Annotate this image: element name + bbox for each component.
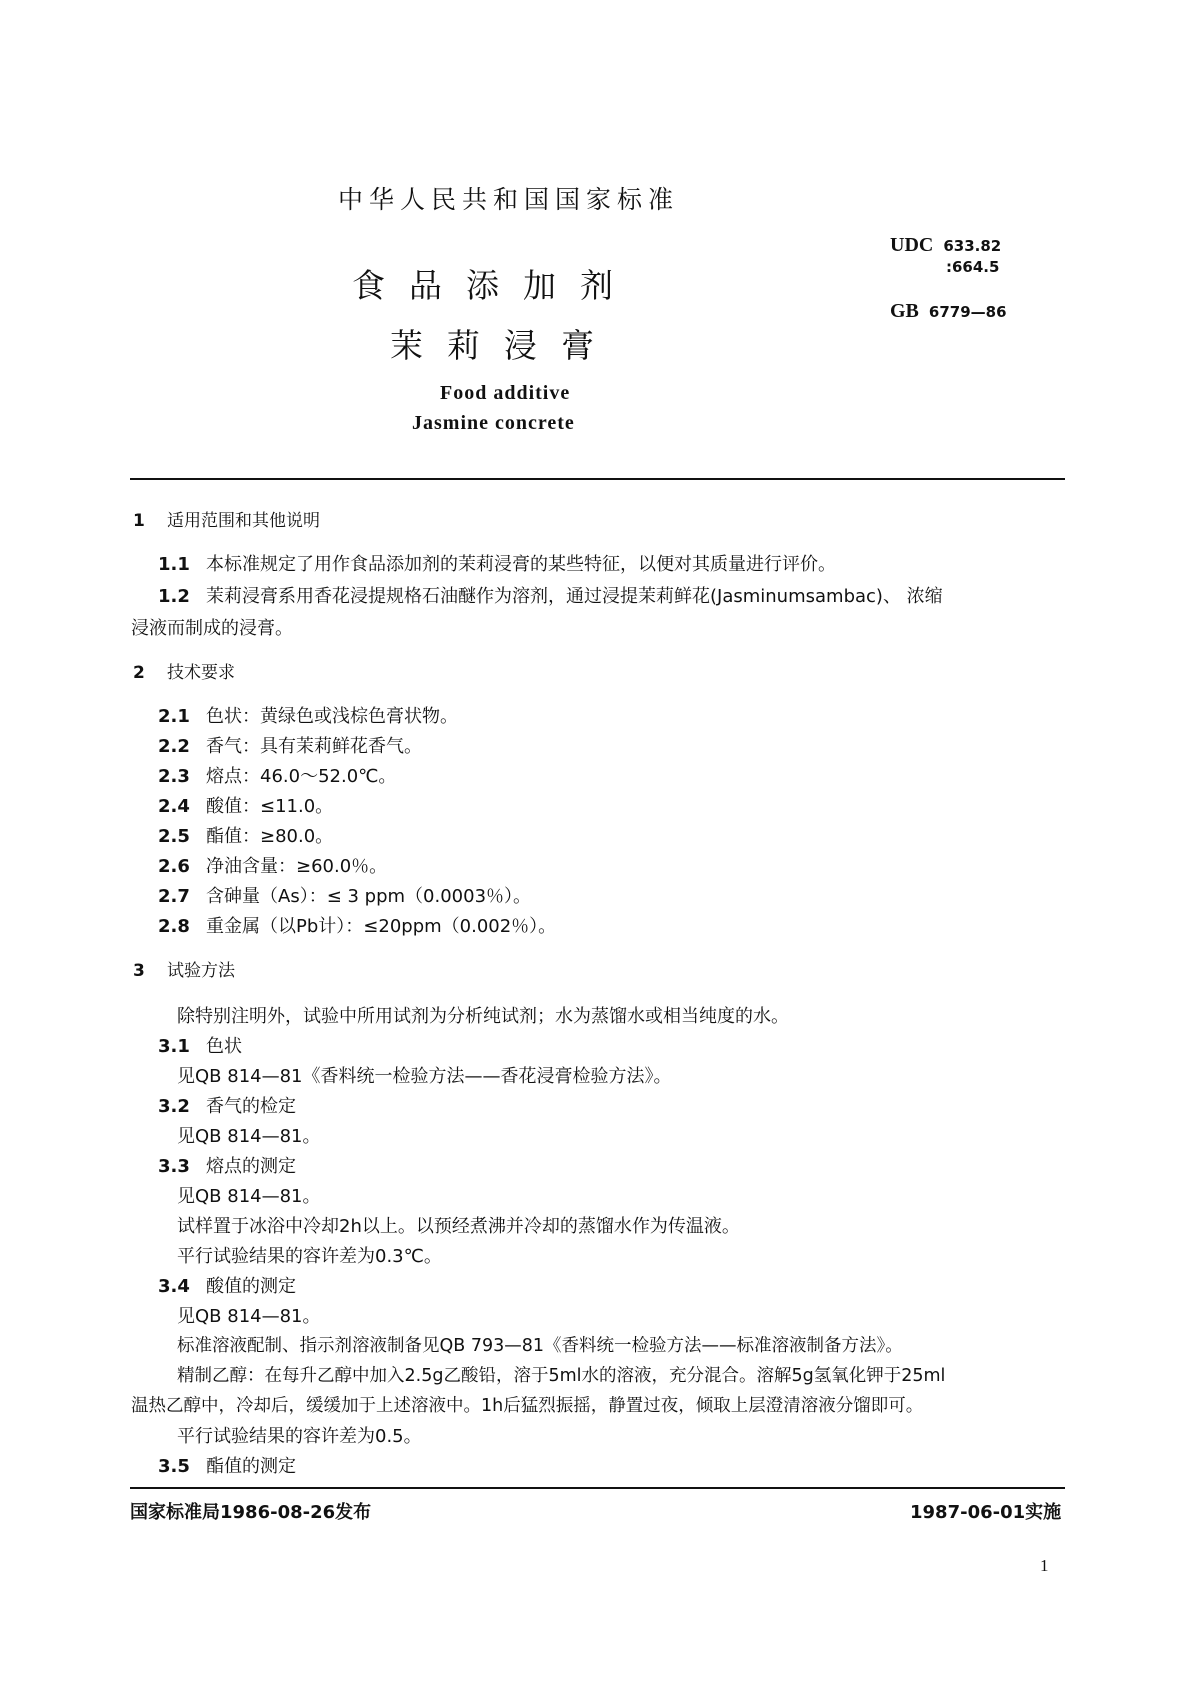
clause-number: 1.1	[158, 554, 190, 575]
clause-3-4-text: 见QB 814—81。	[177, 1306, 321, 1327]
clause-number: 2.7	[158, 886, 190, 907]
clause-1-2	[158, 582, 943, 608]
udc-label: UDC	[890, 234, 934, 256]
clause-3-3-text: 见QB 814—81。	[177, 1186, 321, 1207]
clause-3-4-heading	[158, 1272, 296, 1298]
gb-value: 6779—86	[928, 303, 1007, 321]
clause-1-2-continuation: 浸液而制成的浸膏。	[131, 618, 293, 639]
section-title: 适用范围和其他说明	[167, 511, 320, 531]
clause-3-2-heading	[158, 1092, 296, 1118]
section-1-heading	[133, 506, 320, 531]
clause-text: 净油含量：≥60.0％。	[206, 856, 388, 877]
clause-number: 3.3	[158, 1156, 190, 1177]
clause-number: 3.2	[158, 1096, 190, 1117]
clause-3-2-text: 见QB 814—81。	[177, 1126, 321, 1147]
clause-title: 色状	[206, 1036, 242, 1057]
issue-date: 国家标准局1986-08-26发布	[130, 1502, 372, 1523]
clause-number: 2.5	[158, 826, 190, 847]
clause-number: 3.1	[158, 1036, 190, 1057]
clause-number: 2.2	[158, 736, 190, 757]
clause-2-7	[158, 882, 531, 908]
section-number: 3	[133, 961, 145, 981]
clause-number: 2.8	[158, 916, 190, 937]
clause-number: 2.4	[158, 796, 190, 817]
udc-value-2: :664.5	[946, 258, 1000, 276]
clause-3-5-heading	[158, 1452, 296, 1478]
clause-text: 重金属（以Pb计）：≤20ppm（0.002％）。	[206, 916, 557, 937]
clause-number: 2.6	[158, 856, 190, 877]
document-title-chinese-line1: 食品添加剂	[352, 266, 637, 305]
clause-3-4-text-2: 标准溶液配制、指示剂溶液制备见QB 793—81《香料统一检验方法——标准溶液制备方法》。	[177, 1336, 903, 1356]
clause-number: 3.5	[158, 1456, 190, 1477]
clause-title: 酸值的测定	[206, 1276, 296, 1297]
clause-2-5	[158, 822, 333, 848]
section-title: 试验方法	[167, 961, 235, 981]
clause-text: 含砷量（As）：≤ 3 ppm（0.0003％）。	[206, 886, 532, 907]
clause-number: 2.3	[158, 766, 190, 787]
section-number: 2	[133, 663, 145, 683]
clause-2-3	[158, 762, 396, 788]
gb-code	[890, 300, 1007, 323]
clause-3-4-text-3-continuation: 温热乙醇中，冷却后，缓缓加于上述溶液中。1h后猛烈振摇，静置过夜，倾取上层澄清溶液分馏即可。	[131, 1396, 924, 1416]
clause-3-1-heading	[158, 1032, 242, 1058]
clause-text: 本标准规定了用作食品添加剂的茉莉浸膏的某些特征，以便对其质量进行评价。	[206, 554, 836, 575]
clause-2-2	[158, 732, 422, 758]
document-title-chinese-line2: 茉莉浸膏	[390, 326, 618, 365]
clause-text: 色状：黄绿色或浅棕色膏状物。	[206, 706, 458, 727]
udc-value-1: 633.82	[943, 237, 1002, 255]
effective-date: 1987-06-01实施	[910, 1502, 1062, 1523]
clause-2-4	[158, 792, 333, 818]
clause-text: 酸值：≤11.0。	[206, 796, 334, 817]
clause-text: 茉莉浸膏系用香花浸提规格石油醚作为溶剂，通过浸提茉莉鲜花(Jasminumsambac)、 浓缩	[206, 586, 943, 607]
clause-1-1	[158, 550, 836, 576]
clause-text: 熔点：46.0～52.0℃。	[206, 766, 397, 787]
country-standard-heading: 中华人民共和国国家标准	[338, 185, 680, 214]
header-divider	[130, 478, 1065, 480]
clause-2-6	[158, 852, 387, 878]
section-3-heading	[133, 956, 235, 981]
clause-3-3-text-2: 试样置于冰浴中冷却2h以上。以预经煮沸并冷却的蒸馏水作为传温液。	[177, 1216, 740, 1237]
clause-title: 熔点的测定	[206, 1156, 296, 1177]
document-title-english-line1: Food additive	[440, 382, 571, 404]
footer-divider	[130, 1487, 1065, 1489]
clause-text: 酯值：≥80.0。	[206, 826, 334, 847]
clause-2-1	[158, 702, 458, 728]
clause-number: 1.2	[158, 586, 190, 607]
clause-3-3-text-3: 平行试验结果的容许差为0.3℃。	[177, 1246, 442, 1267]
section-3-intro: 除特别注明外，试验中所用试剂为分析纯试剂；水为蒸馏水或相当纯度的水。	[177, 1006, 789, 1027]
clause-3-4-text-4: 平行试验结果的容许差为0.5。	[177, 1426, 422, 1447]
section-title: 技术要求	[167, 663, 235, 683]
clause-number: 3.4	[158, 1276, 190, 1297]
clause-3-4-text-3: 精制乙醇：在每升乙醇中加入2.5g乙酸铅，溶于5ml水的溶液，充分混合。溶解5g氢氧化钾于25ml	[177, 1366, 946, 1386]
clause-title: 酯值的测定	[206, 1456, 296, 1477]
clause-3-3-heading	[158, 1152, 296, 1178]
udc-code	[890, 234, 1001, 257]
page-number: 1	[1040, 1556, 1049, 1575]
document-title-english-line2: Jasmine concrete	[412, 412, 575, 434]
clause-number: 2.1	[158, 706, 190, 727]
clause-title: 香气的检定	[206, 1096, 296, 1117]
section-number: 1	[133, 511, 145, 531]
gb-label: GB	[890, 300, 919, 322]
clause-3-1-text: 见QB 814—81《香料统一检验方法——香花浸膏检验方法》。	[177, 1066, 672, 1087]
clause-text: 香气：具有茉莉鲜花香气。	[206, 736, 422, 757]
section-2-heading	[133, 658, 235, 683]
clause-2-8	[158, 912, 556, 938]
